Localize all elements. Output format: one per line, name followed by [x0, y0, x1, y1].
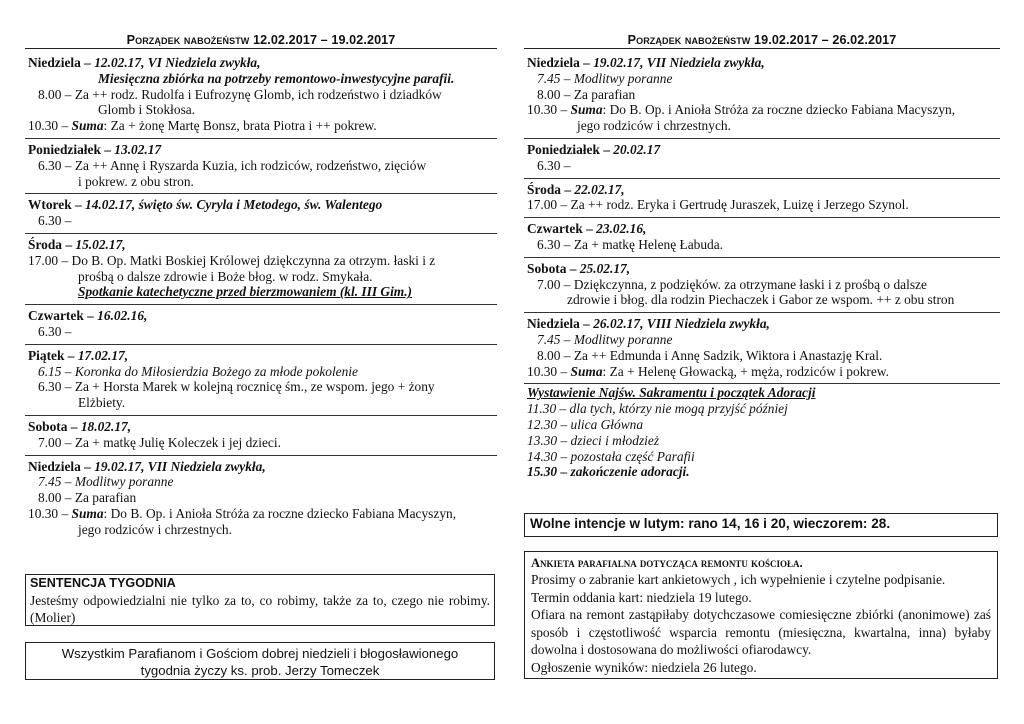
day-entry	[25, 416, 497, 456]
day-title: Poniedziałek – 13.02.17	[28, 141, 162, 157]
header-dates: 12.02.2017 – 19.02.2017	[253, 33, 396, 47]
mass-line: 8.00 – Za parafian	[38, 490, 137, 506]
survey-p2: Termin oddania kart: niedziela 19 lutego.	[531, 589, 752, 605]
day-title: Piątek – 17.02.17,	[28, 347, 129, 363]
mass-line: 7.00 – Za + matkę Julię Koleczek i jej dzieci.	[38, 434, 281, 450]
day-entry	[25, 305, 497, 345]
adoration-title: Wystawienie Najśw. Sakramentu i początek Adoracji	[527, 385, 816, 401]
mass-line: 6.30 – Za + Horsta Marek w kolejną rocznicę śm., ze wspom. jego + żony	[38, 379, 435, 395]
mass-line: 17.00 – Za ++ rodz. Eryka i Gertrudę Juraszek, Luizę i Jerzego Szynol.	[527, 197, 909, 213]
day-entry	[524, 258, 1000, 313]
day-entry	[25, 139, 497, 194]
day-entry	[25, 345, 497, 416]
mass-line: 6.30 – Za ++ Annę i Ryszarda Kuzia, ich rodziców, rodzeństwo, zięciów	[38, 157, 427, 173]
day-note: Miesięczna zbiórka na potrzeby remontowo-inwestycyjne parafii.	[98, 70, 455, 86]
mass-line: 6.30 –	[38, 213, 72, 229]
chaplet-line: 6.15 – Koronka do Miłosierdzia Bożego za młode pokolenie	[38, 363, 358, 379]
header-rule	[25, 48, 497, 49]
header-prefix: Porządek nabożeństw	[627, 33, 751, 47]
mass-line: 10.30 – Suma: Do B. Op. i Anioła Stróża za roczne dziecko Fabiana Macyszyn,	[28, 505, 457, 521]
day-entry	[25, 52, 497, 139]
mass-line-cont: jego rodziców i chrzestnych.	[78, 521, 232, 537]
adoration-item: 11.30 – dla tych, którzy nie mogą przyjść później	[527, 401, 788, 417]
day-title: Niedziela – 19.02.17, VII Niedziela zwykła,	[527, 55, 765, 70]
adoration-end: 15.30 – zakończenie adoracji.	[527, 464, 690, 480]
schedule-header	[25, 33, 497, 47]
day-title: Czwartek – 16.02.16,	[28, 308, 148, 324]
day-title: Wtorek – 14.02.17, święto św. Cyryla i Metodego, św. Walentego	[28, 197, 383, 213]
mass-line: 10.30 – Suma: Za + Helenę Głowacką, + męża, rodziców i pokrew.	[527, 363, 889, 379]
mass-line-cont: prośbą o dalsze zdrowie i Boże błog. w rodz. Smykała.	[78, 268, 373, 284]
mass-line-cont: i pokrew. z obu stron.	[78, 173, 194, 189]
prayer-line: 7.45 – Modlitwy poranne	[537, 70, 673, 86]
day-title: Niedziela – 19.02.17, VII Niedziela zwykła,	[28, 458, 266, 474]
survey-p1: Prosimy o zabranie kart ankietowych , ich wypełnienie i czytelne podpisanie.	[531, 572, 946, 587]
survey-p3: Ofiara na remont zastąpiłaby dotychczasowe comiesięczne zbiórki (anonimowe) zaś sposób i częstotliwość wsparcia remontu (miesięczna, kwartalna, inna) byłaby dowolna i dostosowana do możliwości ofiarodawcy.	[531, 607, 991, 657]
day-title: Niedziela – 12.02.17, VI Niedziela zwykła,	[28, 55, 261, 70]
day-list	[524, 52, 1000, 484]
day-title: Czwartek – 23.02.16,	[527, 221, 647, 237]
mass-line-cont: zdrowie i błog. dla rodzin Piechaczek i Gabor ze wspom. ++ z obu stron	[567, 292, 955, 308]
day-title: Niedziela – 26.02.17, VIII Niedziela zwykła,	[527, 316, 770, 332]
day-title: Środa – 15.02.17,	[28, 236, 126, 252]
day-entry	[524, 179, 1000, 219]
day-list	[25, 52, 497, 542]
catechesis-note: Spotkanie katechetyczne przed bierzmowaniem (kl. III Gim.)	[78, 284, 413, 300]
header-rule	[524, 48, 1000, 49]
day-entry	[25, 194, 497, 234]
sentencja-title: SENTENCJA TYGODNIA	[30, 576, 176, 590]
mass-line: 10.30 – Suma: Za + żonę Martę Bonsz, brata Piotra i ++ pokrew.	[28, 118, 377, 134]
day-entry	[25, 456, 497, 542]
greeting-line-1: Wszystkim Parafianom i Gościom dobrej niedzieli i błogosławionego	[61, 646, 459, 661]
day-entry	[524, 139, 1000, 179]
day-entry	[524, 313, 1000, 384]
mass-line-cont: Elżbiety.	[78, 395, 126, 411]
adoration-block	[524, 384, 1000, 484]
schedule-header	[524, 33, 1000, 47]
mass-line-cont: Glomb i Stokłosa.	[98, 102, 196, 118]
mass-line-cont: jego rodziców i chrzestnych.	[577, 118, 731, 134]
header-prefix: Porządek nabożeństw	[126, 33, 250, 47]
sentencja-box	[25, 574, 495, 626]
day-entry	[524, 52, 1000, 139]
mass-line: 6.30 – Za + matkę Helenę Łabuda.	[537, 236, 724, 252]
mass-line: 6.30 –	[38, 323, 72, 339]
day-title: Sobota – 18.02.17,	[28, 418, 132, 434]
sentencja-text: Jesteśmy odpowiedzialni nie tylko za to, co robimy, także za to, czego nie robimy. (Molier)	[30, 593, 490, 625]
prayer-line: 7.45 – Modlitwy poranne	[537, 331, 673, 347]
header-dates: 19.02.2017 – 26.02.2017	[754, 33, 897, 47]
adoration-item: 12.30 – ulica Główna	[527, 416, 644, 432]
adoration-item: 14.30 – pozostała część Parafii	[527, 448, 695, 464]
mass-line: 7.00 – Dziękczynna, z podzięków. za otrzymane łaski i z prośbą o dalsze	[537, 276, 927, 292]
mass-line: 10.30 – Suma: Do B. Op. i Anioła Stróża za roczne dziecko Fabiana Macyszyn,	[527, 102, 956, 118]
mass-line: 8.00 – Za parafian	[537, 86, 636, 102]
day-title: Poniedziałek – 20.02.17	[527, 141, 661, 157]
day-title: Sobota – 25.02.17,	[527, 260, 631, 276]
greeting-line-2: tygodnia życzy ks. prob. Jerzy Tomeczek	[140, 663, 380, 678]
day-entry	[25, 234, 497, 305]
free-intentions-box: Wolne intencje w lutym: rano 14, 16 i 20, wieczorem: 28.	[524, 513, 998, 537]
adoration-item: 13.30 – dzieci i młodzież	[527, 432, 660, 448]
mass-line: 8.00 – Za ++ Edmunda i Annę Sadzik, Wiktora i Anastazję Kral.	[537, 347, 883, 363]
survey-p4: Ogłoszenie wyników: niedziela 26 lutego.	[531, 659, 757, 675]
day-title: Środa – 22.02.17,	[527, 181, 625, 197]
mass-line: 8.00 – Za ++ rodz. Rudolfa i Eufrozynę Glomb, ich rodzeństwo i dziadków	[38, 86, 442, 102]
survey-box	[524, 551, 998, 679]
mass-line: 17.00 – Do B. Op. Matki Boskiej Królowej dziękczynna za otrzym. łaski i z	[28, 252, 436, 268]
mass-line: 6.30 –	[537, 157, 571, 173]
prayer-line: 7.45 – Modlitwy poranne	[38, 474, 174, 490]
day-entry	[524, 218, 1000, 258]
greeting-box	[25, 642, 495, 680]
survey-title: Ankieta parafialna dotycząca remontu kościoła.	[531, 556, 803, 570]
